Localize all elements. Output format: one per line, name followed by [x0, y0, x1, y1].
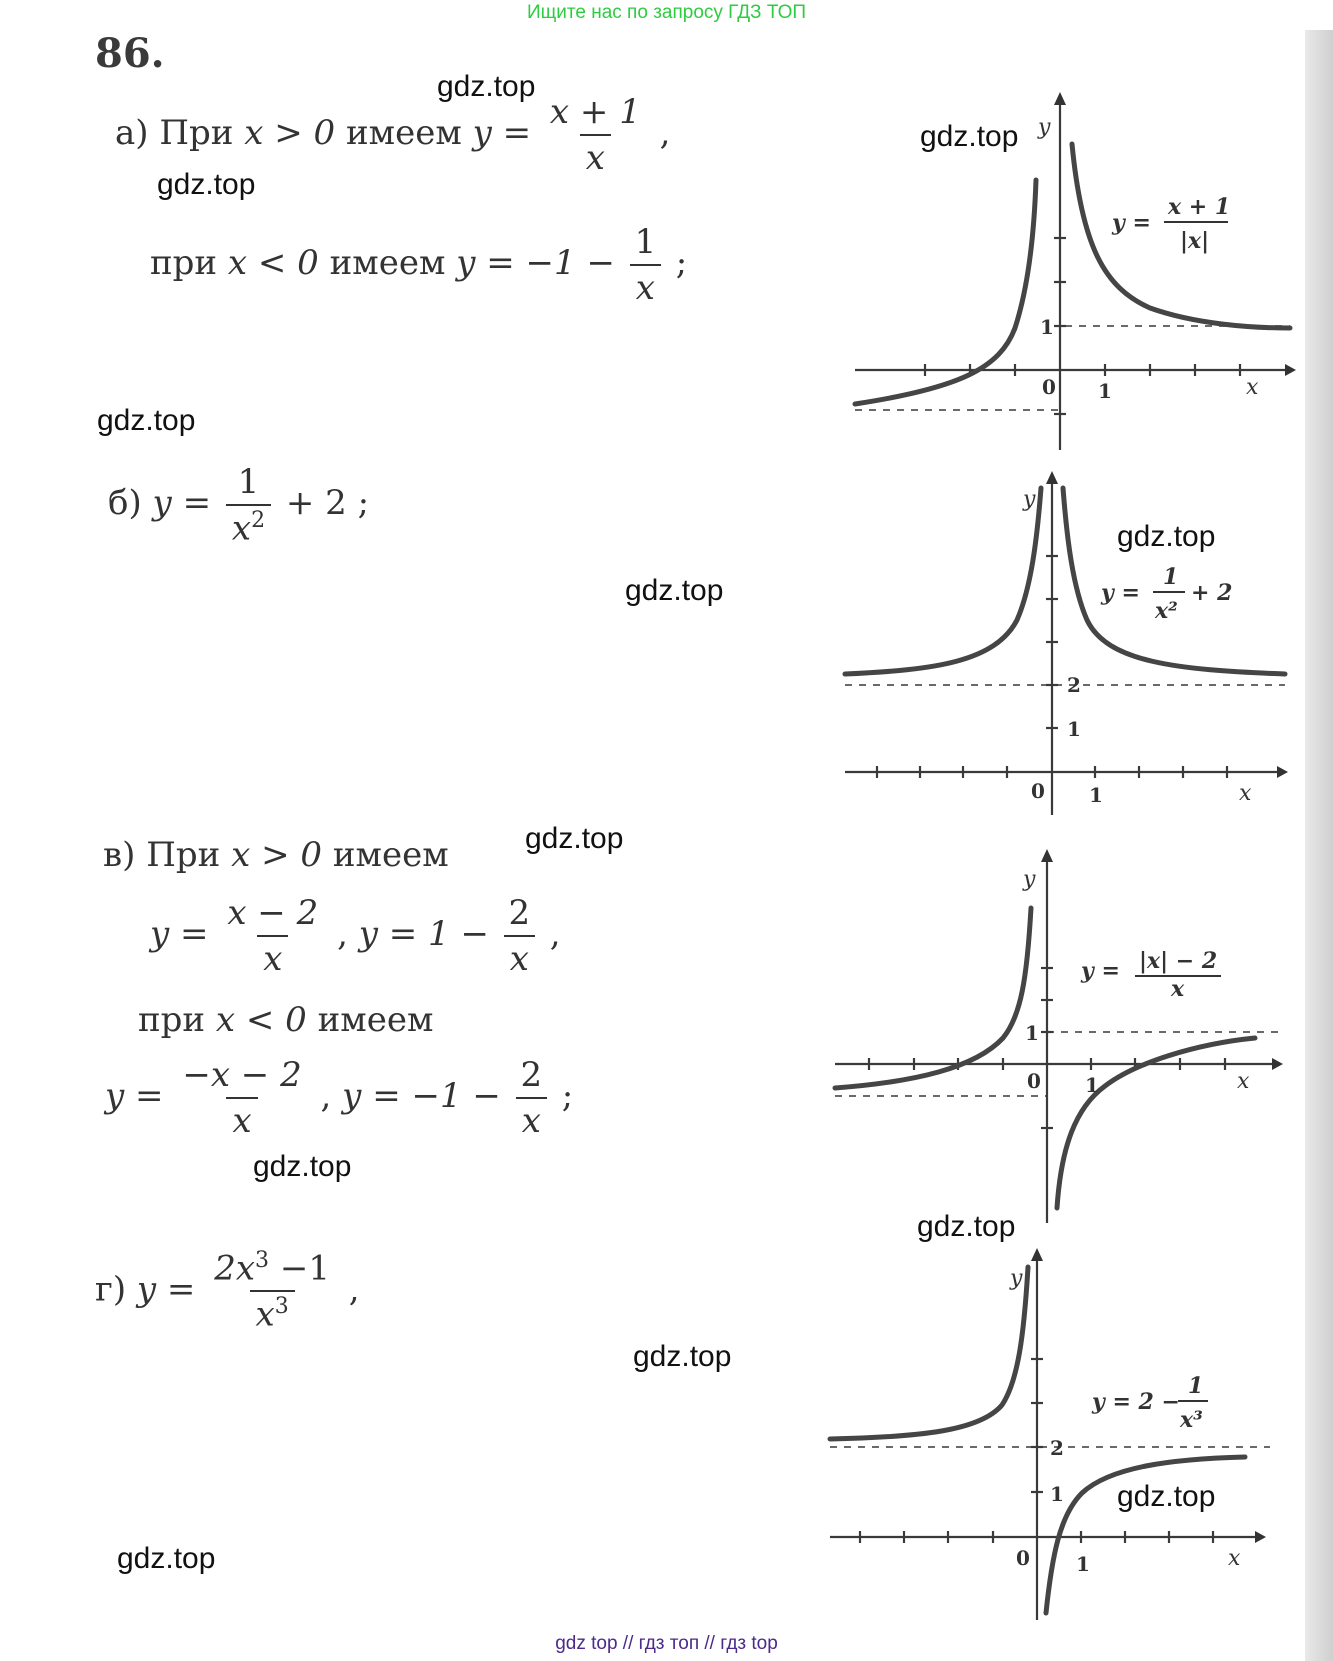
x-axis-label: x	[1239, 781, 1252, 806]
origin-label: 0	[1016, 1546, 1030, 1570]
y-one-label: 1	[1050, 1482, 1064, 1506]
y-axis-arrow	[1031, 1248, 1043, 1261]
formula-numerator: x + 1	[1168, 194, 1231, 220]
fraction-denominator: x	[226, 1097, 257, 1141]
formula-lhs: y =	[1112, 210, 1151, 236]
x-axis-label: x	[1237, 1069, 1250, 1094]
part-b-lhs: y =	[152, 483, 212, 524]
denominator-base: x	[255, 1294, 275, 1335]
graph-v	[835, 848, 1300, 1228]
watermark: gdz.top	[157, 168, 256, 201]
graph-a	[850, 88, 1300, 458]
formula-denominator: x	[1171, 976, 1185, 1002]
part-v-condition-3: x < 0	[215, 1000, 307, 1040]
formula-rest: + 2	[1191, 580, 1233, 606]
fraction	[178, 1055, 305, 1141]
y-one-label: 1	[1040, 315, 1054, 339]
part-v-prefix-3: при	[138, 1000, 206, 1040]
part-v-line-1	[103, 835, 449, 875]
x-axis-label: x	[1246, 375, 1259, 400]
watermark: gdz.top	[920, 120, 1019, 153]
graph-v-formula	[1080, 948, 1221, 1002]
watermark: gdz.top	[1117, 520, 1216, 553]
fraction	[546, 92, 645, 178]
y-axis-arrow	[1041, 849, 1053, 862]
part-g-line	[95, 1248, 360, 1335]
part-a-lhs: y =	[472, 113, 532, 153]
fraction	[516, 1055, 547, 1141]
curve-right-branch	[1046, 1457, 1245, 1613]
x-axis-label: x	[1228, 1546, 1241, 1571]
punctuation: ,	[659, 113, 671, 153]
problem-number: 86.	[95, 30, 165, 77]
part-a-have: имеем	[345, 113, 462, 153]
exponent: 2	[251, 508, 266, 533]
formula-denominator: x³	[1180, 1407, 1203, 1433]
part-a-prefix-2: при	[150, 243, 218, 283]
denominator-base: x	[231, 508, 252, 549]
punctuation: ,	[348, 1269, 360, 1310]
part-v-label: в)	[103, 835, 136, 875]
part-v-eq4-lhs: y = −1 −	[342, 1076, 501, 1116]
origin-label: 0	[1031, 779, 1045, 803]
part-a-line-1	[115, 92, 670, 178]
fraction-numerator: 1	[237, 462, 260, 502]
watermark: gdz.top	[525, 822, 624, 855]
part-v-eq3-lhs: y =	[105, 1076, 164, 1116]
part-v-have-3: имеем	[317, 1000, 434, 1040]
fraction-numerator: x − 2	[227, 893, 319, 933]
fraction-numerator: 2	[520, 1055, 543, 1095]
part-a-label: а)	[115, 113, 149, 153]
y-one-label: 1	[1067, 717, 1081, 741]
origin-label: 0	[1042, 375, 1056, 399]
top-banner[interactable]: Ищите нас по запросу ГДЗ ТОП	[526, 2, 807, 23]
part-b-line	[108, 462, 369, 548]
part-v-eq2-lhs: y = 1 −	[358, 914, 489, 954]
watermark: gdz.top	[437, 70, 536, 103]
origin-label: 0	[1027, 1069, 1041, 1093]
x-one-label: 1	[1089, 783, 1103, 807]
part-a-line-2	[150, 222, 687, 308]
fraction	[504, 893, 535, 979]
y-axis-arrow	[1046, 471, 1058, 484]
watermark: gdz.top	[97, 404, 196, 437]
x-one-label: 1	[1098, 379, 1112, 403]
part-a-condition-2: x < 0	[227, 243, 319, 283]
punctuation: ;	[675, 243, 688, 283]
x-one-label: 1	[1076, 1552, 1090, 1576]
bottom-banner[interactable]: gdz top // гдз топ // гдз top	[555, 1633, 778, 1654]
part-v-prefix: При	[146, 835, 221, 875]
part-g-label: г)	[95, 1269, 127, 1310]
y-axis-label: y	[1023, 867, 1036, 892]
part-v-line-2	[150, 893, 561, 979]
y-two-label: 2	[1067, 673, 1081, 697]
fraction-denominator: x	[504, 935, 535, 979]
fraction-denominator: x	[257, 935, 288, 979]
fraction	[223, 893, 322, 979]
punctuation: ,	[549, 914, 561, 954]
graph-g-formula	[1091, 1373, 1208, 1433]
watermark: gdz.top	[253, 1150, 352, 1183]
curve-left-branch	[845, 488, 1041, 674]
part-v-have: имеем	[332, 835, 449, 875]
y-one-label: 1	[1025, 1021, 1039, 1045]
punctuation: ;	[561, 1076, 574, 1116]
x-axis-arrow	[1272, 1058, 1283, 1070]
graph-b	[845, 470, 1300, 820]
part-v-line-3	[138, 1000, 433, 1040]
part-a-lhs-2: y = −1 −	[456, 243, 615, 283]
formula-lhs: y =	[1081, 958, 1120, 984]
x-axis-arrow	[1277, 766, 1288, 778]
watermark: gdz.top	[917, 1210, 1016, 1243]
curve-left-branch	[835, 908, 1031, 1088]
punctuation: ,	[337, 914, 348, 954]
x-one-label: 1	[1085, 1073, 1099, 1097]
fraction	[630, 222, 661, 308]
fraction-numerator: −x − 2	[182, 1055, 302, 1095]
watermark: gdz.top	[1117, 1480, 1216, 1513]
fraction-denominator: x	[516, 1097, 547, 1141]
part-b-rest: + 2 ;	[285, 483, 370, 524]
curve-left-branch	[830, 1267, 1028, 1439]
fraction-denominator: x	[580, 134, 611, 178]
y-two-label: 2	[1050, 1436, 1064, 1460]
exponent: 3	[255, 1248, 270, 1273]
part-a-condition: x > 0	[244, 113, 336, 153]
formula-lhs: y = 2 −	[1092, 1389, 1180, 1415]
fraction-denominator: x	[630, 264, 661, 308]
formula-lhs: y =	[1101, 580, 1140, 606]
part-g-lhs: y =	[136, 1269, 196, 1310]
fraction	[226, 462, 271, 548]
y-axis-label: y	[1010, 1266, 1023, 1291]
formula-denominator: x²	[1155, 598, 1178, 624]
graph-b-formula	[1100, 564, 1232, 624]
watermark: gdz.top	[625, 574, 724, 607]
formula-numerator: 1	[1188, 1373, 1204, 1399]
y-axis-label: y	[1023, 487, 1036, 512]
fraction-numerator: 2	[508, 893, 531, 933]
part-v-eq1-lhs: y =	[150, 914, 209, 954]
graph-a-formula	[1111, 194, 1230, 254]
fraction	[210, 1248, 334, 1335]
fraction-numerator: x + 1	[549, 92, 641, 132]
part-a-prefix: При	[159, 113, 234, 153]
watermark: gdz.top	[633, 1340, 732, 1373]
formula-denominator: |x|	[1180, 228, 1210, 254]
fraction-numerator	[210, 1248, 334, 1290]
x-axis-arrow	[1285, 364, 1296, 376]
part-v-condition: x > 0	[231, 835, 323, 875]
exponent: 3	[274, 1294, 289, 1320]
graph-g	[830, 1245, 1300, 1625]
numerator-base: 2x	[214, 1248, 256, 1289]
numerator-rest: −1	[269, 1248, 330, 1289]
formula-numerator: |x| − 2	[1139, 948, 1218, 974]
part-b-label: б)	[108, 483, 142, 524]
formula-numerator: 1	[1163, 564, 1179, 590]
x-axis-arrow	[1255, 1531, 1266, 1543]
part-a-have-2: имеем	[329, 243, 446, 283]
fraction-numerator: 1	[634, 222, 657, 262]
y-axis-label: y	[1038, 115, 1051, 140]
page-edge-shadow	[1305, 30, 1333, 1661]
punctuation: ,	[320, 1076, 332, 1116]
watermark: gdz.top	[117, 1542, 216, 1575]
fraction-denominator	[250, 1290, 295, 1334]
part-v-line-4	[105, 1055, 573, 1141]
fraction-denominator	[226, 504, 271, 548]
y-axis-arrow	[1054, 92, 1066, 105]
